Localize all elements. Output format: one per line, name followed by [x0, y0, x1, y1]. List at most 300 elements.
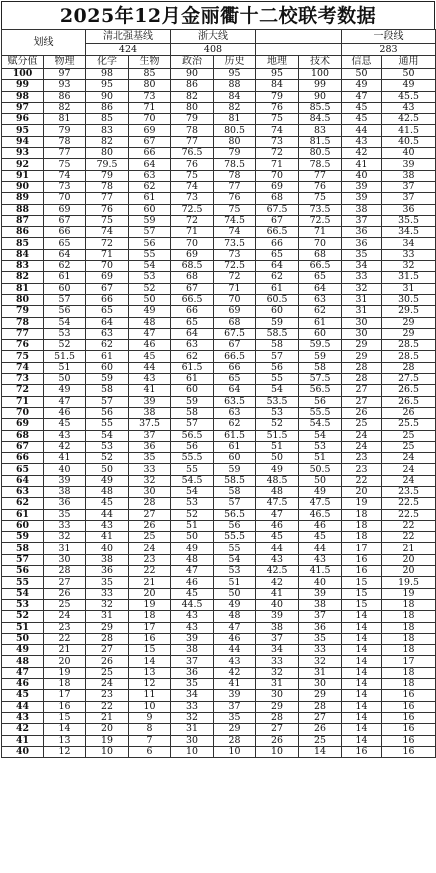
score-cell: 65 — [2, 464, 44, 475]
table-cell: 66 — [44, 227, 86, 238]
table-cell: 22.5 — [382, 498, 436, 509]
line-name-1: 清北强基线 — [86, 30, 171, 44]
table-cell: 40 — [382, 148, 436, 159]
table-cell: 33 — [256, 656, 299, 667]
table-row — [2, 622, 436, 633]
table-cell: 71 — [171, 227, 214, 238]
table-cell: 68.5 — [171, 261, 214, 272]
table-cell: 46 — [44, 407, 86, 418]
table-row — [2, 170, 436, 181]
table-cell: 42 — [256, 577, 299, 588]
table-cell: 29 — [299, 690, 342, 701]
table-cell: 30 — [256, 690, 299, 701]
table-cell: 82 — [44, 102, 86, 113]
table-cell: 61 — [86, 351, 129, 362]
table-cell: 78.5 — [299, 159, 342, 170]
table-cell: 78.5 — [214, 159, 256, 170]
table-cell: 50.5 — [299, 464, 342, 475]
table-cell: 55.5 — [171, 453, 214, 464]
table-cell: 30.5 — [382, 294, 436, 305]
table-cell: 47.5 — [256, 498, 299, 509]
table-row — [2, 351, 436, 362]
table-cell: 54 — [256, 385, 299, 396]
table-cell: 28 — [299, 701, 342, 712]
table-cell: 44.5 — [171, 599, 214, 610]
table-cell: 16 — [382, 690, 436, 701]
table-cell: 74 — [214, 227, 256, 238]
table-cell: 60.5 — [256, 294, 299, 305]
table-cell: 70 — [86, 261, 129, 272]
table-cell: 55.5 — [214, 532, 256, 543]
table-cell: 44 — [214, 645, 256, 656]
table-cell: 27 — [86, 645, 129, 656]
table-cell: 9 — [129, 712, 171, 723]
score-cell: 44 — [2, 701, 44, 712]
table-row — [2, 532, 436, 543]
table-cell: 8 — [129, 724, 171, 735]
table-cell: 62 — [256, 272, 299, 283]
table-cell: 31 — [86, 611, 129, 622]
table-cell: 39 — [214, 690, 256, 701]
table-cell: 50 — [171, 532, 214, 543]
table-row — [2, 374, 436, 385]
table-cell: 42.5 — [382, 114, 436, 125]
table-cell: 56 — [256, 362, 299, 373]
score-cell: 93 — [2, 148, 44, 159]
table-cell: 54 — [129, 261, 171, 272]
table-cell: 47 — [171, 566, 214, 577]
table-cell: 14 — [342, 622, 382, 633]
table-cell: 72.5 — [214, 261, 256, 272]
table-cell: 31 — [299, 667, 342, 678]
table-row — [2, 712, 436, 723]
table-cell: 34.5 — [382, 227, 436, 238]
table-cell: 47 — [342, 91, 382, 102]
table-cell: 75 — [214, 204, 256, 215]
table-cell: 80 — [86, 148, 129, 159]
table-row — [2, 69, 436, 80]
score-cell: 80 — [2, 294, 44, 305]
table-cell: 51 — [214, 577, 256, 588]
table-cell: 29 — [256, 701, 299, 712]
table-cell: 14 — [342, 656, 382, 667]
table-cell: 75 — [44, 159, 86, 170]
table-cell: 29 — [86, 622, 129, 633]
header-info-tech: 信息 — [342, 56, 382, 69]
table-cell: 22 — [129, 566, 171, 577]
table-cell: 42.5 — [256, 566, 299, 577]
table-cell: 50 — [214, 588, 256, 599]
table-cell: 14 — [342, 735, 382, 746]
table-cell: 84 — [256, 80, 299, 91]
table-cell: 31 — [342, 306, 382, 317]
table-cell: 66 — [129, 148, 171, 159]
table-cell: 64 — [299, 283, 342, 294]
score-cell: 81 — [2, 283, 44, 294]
table-cell: 53 — [129, 272, 171, 283]
table-cell: 48.5 — [256, 475, 299, 486]
table-row — [2, 362, 436, 373]
header-row — [2, 56, 436, 69]
table-cell: 20 — [342, 486, 382, 497]
table-cell: 19 — [86, 735, 129, 746]
table-row — [2, 430, 436, 441]
table-cell: 48 — [86, 486, 129, 497]
score-cell: 86 — [2, 227, 44, 238]
table-cell: 85.5 — [299, 102, 342, 113]
table-cell: 46 — [129, 340, 171, 351]
table-row — [2, 114, 436, 125]
table-cell: 50 — [299, 475, 342, 486]
table-row — [2, 679, 436, 690]
table-cell: 55 — [256, 374, 299, 385]
table-cell: 60 — [129, 204, 171, 215]
table-cell: 56.5 — [214, 509, 256, 520]
table-cell: 82 — [171, 91, 214, 102]
table-cell: 15 — [342, 588, 382, 599]
page-title: 2025年12月金丽衢十二校联考数据 — [1, 1, 435, 29]
table-row — [2, 215, 436, 226]
table-cell: 73 — [129, 91, 171, 102]
table-cell: 10 — [214, 746, 256, 757]
table-cell: 16 — [382, 735, 436, 746]
score-cell: 56 — [2, 566, 44, 577]
table-cell: 35 — [214, 712, 256, 723]
table-cell: 33 — [299, 645, 342, 656]
table-cell: 17 — [129, 622, 171, 633]
table-cell: 41 — [86, 532, 129, 543]
table-cell: 79.5 — [86, 159, 129, 170]
table-cell: 14 — [342, 701, 382, 712]
table-cell: 81 — [214, 114, 256, 125]
score-cell: 64 — [2, 475, 44, 486]
table-cell: 79 — [214, 148, 256, 159]
table-cell: 29.5 — [382, 306, 436, 317]
table-cell: 62 — [129, 181, 171, 192]
table-cell: 41 — [256, 588, 299, 599]
table-cell: 37 — [299, 611, 342, 622]
table-cell: 56 — [214, 520, 256, 531]
table-cell: 85 — [129, 69, 171, 80]
line-value-4: 283 — [342, 44, 436, 56]
table-cell: 61 — [299, 317, 342, 328]
table-cell: 16 — [342, 566, 382, 577]
table-cell: 32 — [129, 475, 171, 486]
table-cell: 90 — [171, 69, 214, 80]
score-cell: 40 — [2, 746, 44, 757]
table-cell: 64 — [171, 328, 214, 339]
table-cell: 46 — [171, 577, 214, 588]
table-cell: 40 — [86, 543, 129, 554]
table-cell: 21 — [44, 645, 86, 656]
table-cell: 35.5 — [382, 215, 436, 226]
table-cell: 35 — [44, 509, 86, 520]
line-value-3 — [256, 44, 342, 56]
table-cell: 88 — [214, 80, 256, 91]
table-cell: 16 — [44, 701, 86, 712]
table-cell: 40 — [342, 170, 382, 181]
table-cell: 73 — [171, 193, 214, 204]
table-row — [2, 509, 436, 520]
table-cell: 44 — [299, 543, 342, 554]
table-cell: 76 — [299, 181, 342, 192]
table-cell: 29 — [382, 317, 436, 328]
table-cell: 10 — [129, 701, 171, 712]
table-cell: 39 — [256, 611, 299, 622]
table-cell: 67.5 — [214, 328, 256, 339]
header-politics: 政治 — [171, 56, 214, 69]
table-cell: 12 — [44, 746, 86, 757]
table-cell: 44 — [342, 125, 382, 136]
score-cell: 73 — [2, 374, 44, 385]
table-cell: 19 — [129, 599, 171, 610]
table-cell: 53 — [171, 498, 214, 509]
table-cell: 14 — [342, 645, 382, 656]
table-cell: 20 — [44, 656, 86, 667]
table-cell: 54.5 — [171, 475, 214, 486]
header-technology: 技术 — [299, 56, 342, 69]
table-cell: 39 — [299, 588, 342, 599]
table-cell: 35 — [86, 577, 129, 588]
table-row — [2, 306, 436, 317]
score-cell: 99 — [2, 80, 44, 91]
table-cell: 69 — [256, 181, 299, 192]
table-cell: 40 — [299, 577, 342, 588]
table-row — [2, 498, 436, 509]
table-cell: 31 — [171, 724, 214, 735]
table-cell: 30 — [171, 735, 214, 746]
table-cell: 71 — [86, 249, 129, 260]
table-cell: 31 — [382, 283, 436, 294]
table-cell: 23 — [342, 453, 382, 464]
table-cell: 35 — [299, 633, 342, 644]
table-cell: 24 — [382, 464, 436, 475]
score-cell: 41 — [2, 735, 44, 746]
table-row — [2, 645, 436, 656]
table-cell: 69 — [86, 272, 129, 283]
table-cell: 72.5 — [171, 204, 214, 215]
table-cell: 50 — [44, 374, 86, 385]
table-cell: 66.5 — [299, 261, 342, 272]
table-cell: 43 — [256, 554, 299, 565]
table-cell: 98 — [86, 69, 129, 80]
table-cell: 75 — [171, 170, 214, 181]
table-cell: 36 — [342, 227, 382, 238]
table-cell: 14 — [342, 667, 382, 678]
table-cell: 25 — [342, 419, 382, 430]
score-cell: 53 — [2, 599, 44, 610]
table-cell: 61 — [171, 374, 214, 385]
table-row — [2, 690, 436, 701]
table-cell: 41.5 — [299, 566, 342, 577]
table-cell: 24 — [129, 543, 171, 554]
table-cell: 27 — [342, 385, 382, 396]
table-row — [2, 227, 436, 238]
table-cell: 36 — [382, 204, 436, 215]
table-cell: 43 — [171, 611, 214, 622]
table-cell: 57 — [214, 498, 256, 509]
score-cell: 45 — [2, 690, 44, 701]
table-row — [2, 193, 436, 204]
table-cell: 53 — [299, 441, 342, 452]
table-cell: 45.5 — [382, 91, 436, 102]
table-cell: 57.5 — [299, 374, 342, 385]
table-cell: 22 — [382, 520, 436, 531]
table-cell: 16 — [382, 746, 436, 757]
table-cell: 39 — [129, 396, 171, 407]
table-cell: 65 — [256, 249, 299, 260]
table-cell: 58.5 — [256, 328, 299, 339]
table-cell: 70 — [214, 294, 256, 305]
table-cell: 41 — [342, 159, 382, 170]
table-cell: 34 — [256, 645, 299, 656]
table-cell: 43 — [129, 374, 171, 385]
table-cell: 72 — [214, 272, 256, 283]
table-cell: 32 — [299, 656, 342, 667]
table-cell: 35 — [342, 249, 382, 260]
table-cell: 41.5 — [382, 125, 436, 136]
table-cell: 74.5 — [214, 215, 256, 226]
table-cell: 63 — [129, 170, 171, 181]
score-cell: 90 — [2, 181, 44, 192]
table-cell: 72 — [86, 238, 129, 249]
score-cell: 46 — [2, 679, 44, 690]
table-cell: 37 — [342, 215, 382, 226]
table-cell: 38 — [382, 170, 436, 181]
table-cell: 30 — [44, 554, 86, 565]
score-cell: 66 — [2, 453, 44, 464]
table-row — [2, 80, 436, 91]
table-cell: 71 — [214, 283, 256, 294]
table-cell: 80.5 — [299, 148, 342, 159]
table-cell: 65 — [171, 317, 214, 328]
score-cell: 67 — [2, 441, 44, 452]
table-cell: 14 — [44, 724, 86, 735]
table-cell: 19.5 — [382, 577, 436, 588]
table-cell: 52 — [44, 340, 86, 351]
header-score: 赋分值 — [2, 56, 44, 69]
score-cell: 88 — [2, 204, 44, 215]
table-row — [2, 735, 436, 746]
table-cell: 57 — [44, 294, 86, 305]
table-row — [2, 204, 436, 215]
score-cell: 97 — [2, 102, 44, 113]
table-cell: 61.5 — [171, 362, 214, 373]
table-cell: 39 — [44, 475, 86, 486]
score-cell: 74 — [2, 362, 44, 373]
table-cell: 40.5 — [382, 136, 436, 147]
table-cell: 20 — [382, 566, 436, 577]
table-cell: 74 — [171, 181, 214, 192]
table-cell: 27 — [299, 712, 342, 723]
table-cell: 17 — [342, 543, 382, 554]
table-cell: 65 — [299, 272, 342, 283]
table-row — [2, 486, 436, 497]
table-cell: 63 — [171, 340, 214, 351]
table-cell: 25 — [382, 430, 436, 441]
table-cell: 70 — [44, 193, 86, 204]
table-cell: 43 — [342, 136, 382, 147]
table-cell: 73 — [214, 249, 256, 260]
table-cell: 16 — [382, 724, 436, 735]
table-cell: 18 — [382, 679, 436, 690]
table-cell: 29 — [214, 724, 256, 735]
table-cell: 84.5 — [299, 114, 342, 125]
table-cell: 49 — [44, 385, 86, 396]
table-cell: 58 — [214, 486, 256, 497]
table-cell: 45 — [129, 351, 171, 362]
table-cell: 70 — [256, 170, 299, 181]
table-cell: 26.5 — [382, 385, 436, 396]
table-cell: 68 — [171, 272, 214, 283]
score-cell: 47 — [2, 667, 44, 678]
table-cell: 26 — [44, 588, 86, 599]
score-cell: 72 — [2, 385, 44, 396]
table-cell: 73 — [256, 136, 299, 147]
table-cell: 28 — [256, 712, 299, 723]
table-cell: 14 — [342, 690, 382, 701]
table-cell: 37.5 — [129, 419, 171, 430]
table-cell: 28 — [382, 362, 436, 373]
table-cell: 59 — [214, 464, 256, 475]
table-cell: 26 — [342, 407, 382, 418]
table-cell: 45 — [44, 419, 86, 430]
table-cell: 52 — [86, 453, 129, 464]
table-cell: 38 — [44, 486, 86, 497]
score-cell: 75 — [2, 351, 44, 362]
score-cell: 76 — [2, 340, 44, 351]
score-cell: 100 — [2, 69, 44, 80]
table-cell: 45 — [86, 498, 129, 509]
table-cell: 95 — [86, 80, 129, 91]
table-cell: 16 — [129, 633, 171, 644]
table-cell: 70 — [299, 238, 342, 249]
table-cell: 37 — [382, 181, 436, 192]
table-cell: 67 — [129, 136, 171, 147]
score-cell: 70 — [2, 407, 44, 418]
table-row — [2, 238, 436, 249]
table-cell: 66.5 — [214, 351, 256, 362]
table-cell: 72.5 — [299, 215, 342, 226]
table-cell: 80.5 — [214, 125, 256, 136]
table-cell: 70 — [171, 238, 214, 249]
table-cell: 79 — [171, 114, 214, 125]
table-cell: 79 — [44, 125, 86, 136]
score-cell: 84 — [2, 249, 44, 260]
table-cell: 18 — [382, 599, 436, 610]
table-cell: 73.5 — [214, 238, 256, 249]
table-cell: 56.5 — [299, 385, 342, 396]
table-cell: 37 — [256, 633, 299, 644]
score-cell: 71 — [2, 396, 44, 407]
table-row — [2, 577, 436, 588]
table-cell: 64 — [129, 159, 171, 170]
table-cell: 55 — [86, 419, 129, 430]
line-name-3 — [256, 30, 342, 44]
table-cell: 67 — [256, 215, 299, 226]
table-cell: 23 — [129, 554, 171, 565]
table-row — [2, 396, 436, 407]
table-cell: 17 — [44, 690, 86, 701]
table-cell: 78 — [171, 125, 214, 136]
table-row — [2, 136, 436, 147]
score-cell: 78 — [2, 317, 44, 328]
table-row — [2, 125, 436, 136]
table-cell: 32 — [86, 599, 129, 610]
table-cell: 86 — [44, 91, 86, 102]
table-cell: 57 — [86, 396, 129, 407]
table-cell: 93 — [44, 80, 86, 91]
